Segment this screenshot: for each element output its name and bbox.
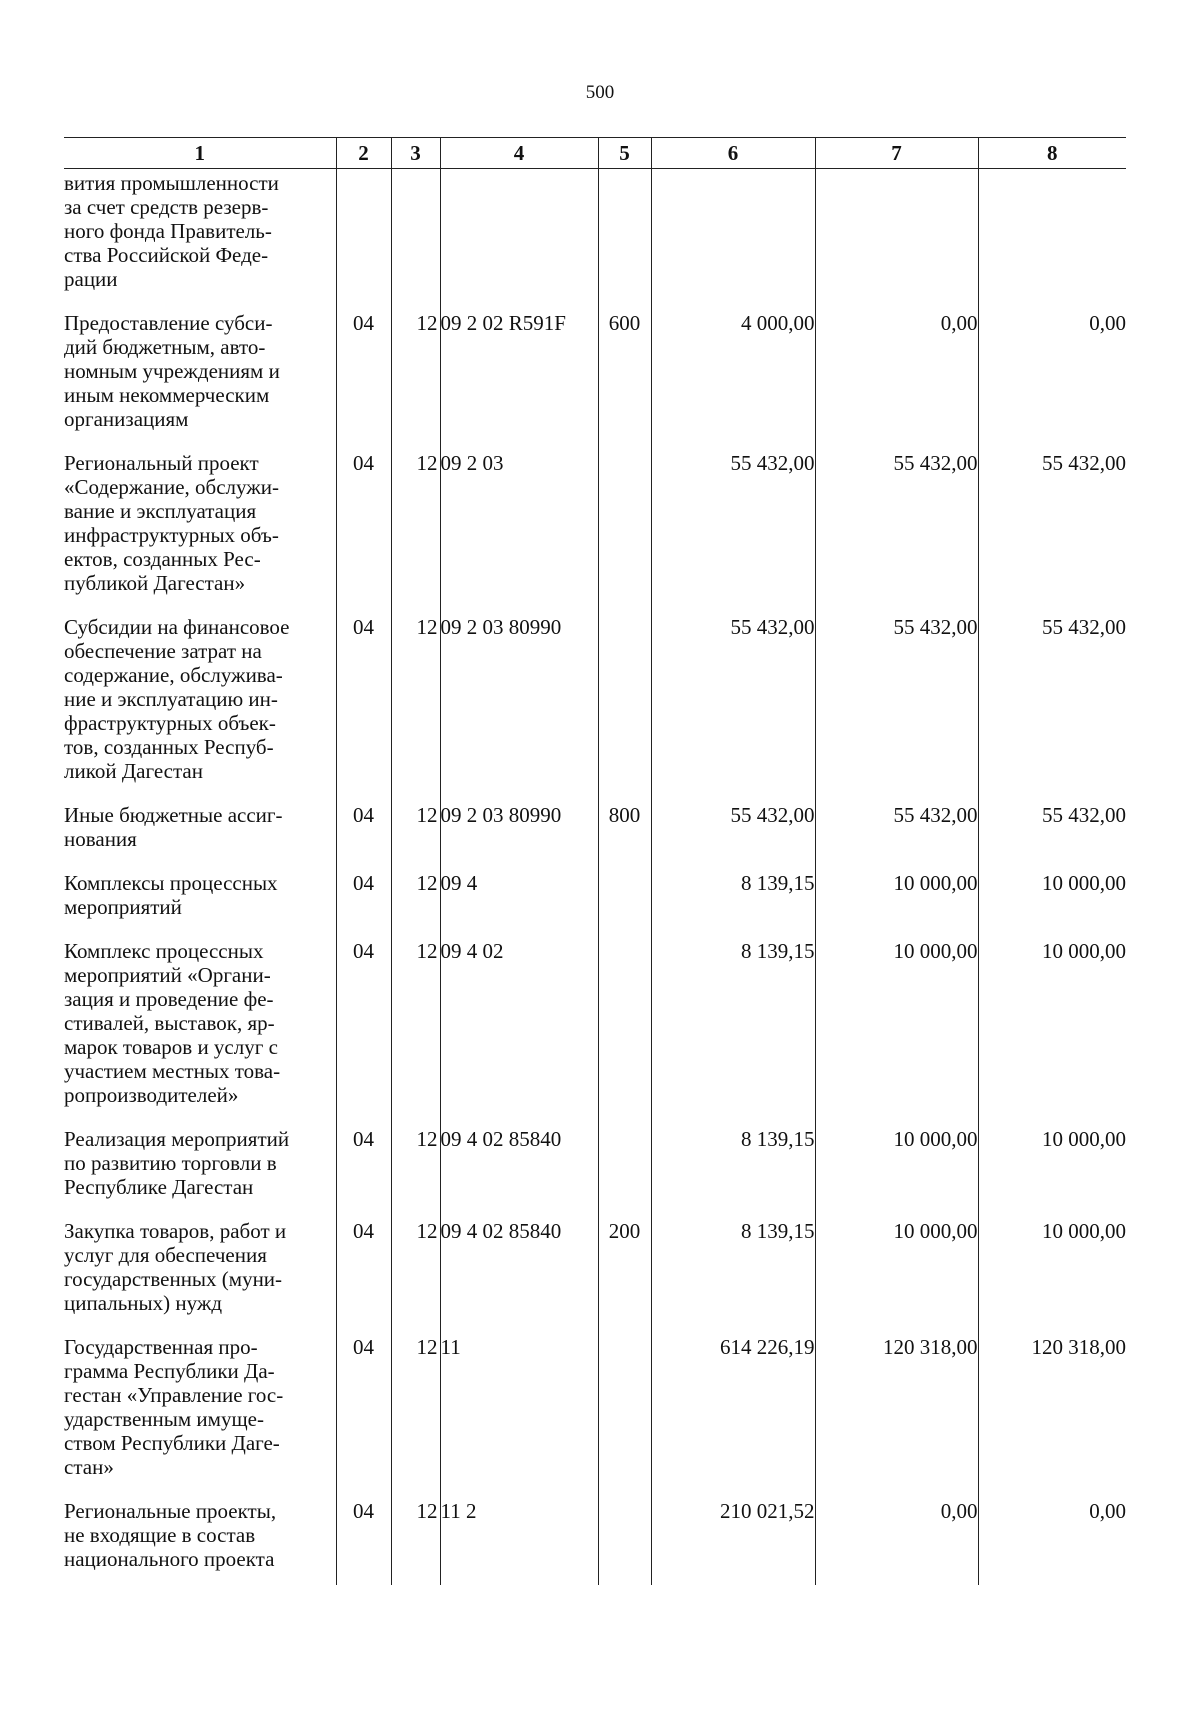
row-name-cell: Государственная про- грамма Республики Да- гестан «Управление гос- ударственным имуще- ством Республики Даге- стан» (64, 1335, 284, 1479)
amount-col8-cell: 10 000,00 (978, 871, 1126, 939)
target-article-cell: 09 4 02 85840 (440, 1219, 598, 1335)
row-name-cell: Региональный проект «Содержание, обслужи- вание и эксплуатация инфраструктурных объ- ектов, созданных Рес- публикой Дагестан» (64, 451, 279, 595)
subsection-code-cell: 12 (391, 1335, 440, 1499)
amount-col8-cell: 10 000,00 (978, 1127, 1126, 1219)
amount-col7-cell: 10 000,00 (815, 871, 978, 939)
section-code-cell: 04 (336, 1499, 391, 1585)
subsection-code-cell: 12 (391, 1499, 440, 1585)
amount-col6-cell: 55 432,00 (651, 451, 815, 615)
section-code-cell: 04 (336, 1127, 391, 1219)
table-row (64, 1127, 1126, 1219)
header-cell-8: 8 (978, 138, 1126, 169)
amount-col7-cell: 55 432,00 (815, 451, 978, 615)
target-article-cell: 11 2 (440, 1499, 598, 1585)
header-cell-4: 4 (440, 138, 598, 169)
amount-col7-cell: 0,00 (815, 1499, 978, 1585)
section-code-cell: 04 (336, 939, 391, 1127)
table-row (64, 1499, 1126, 1585)
amount-col6-cell (651, 169, 815, 312)
table-body (64, 169, 1126, 1586)
amount-col7-cell: 10 000,00 (815, 1127, 978, 1219)
amount-col7-cell: 55 432,00 (815, 803, 978, 871)
target-article-cell: 09 2 03 80990 (440, 615, 598, 803)
row-name-cell: Предоставление субси- дий бюджетным, авто- номным учреждениям и иным некоммерческим организациям (64, 311, 280, 431)
subsection-code-cell: 12 (391, 311, 440, 451)
amount-col8-cell: 55 432,00 (978, 615, 1126, 803)
table-row (64, 169, 1126, 312)
amount-col6-cell: 8 139,15 (651, 1219, 815, 1335)
amount-col6-cell: 55 432,00 (651, 615, 815, 803)
section-code-cell: 04 (336, 803, 391, 871)
amount-col8-cell: 0,00 (978, 311, 1126, 451)
amount-col7-cell: 10 000,00 (815, 939, 978, 1127)
amount-col6-cell: 8 139,15 (651, 939, 815, 1127)
row-name-cell: Региональные проекты, не входящие в состав национального проекта (64, 1499, 277, 1571)
expense-type-cell (598, 1127, 651, 1219)
header-cell-1: 1 (64, 138, 336, 169)
header-cell-3: 3 (391, 138, 440, 169)
subsection-code-cell: 12 (391, 939, 440, 1127)
subsection-code-cell: 12 (391, 615, 440, 803)
target-article-cell: 09 4 (440, 871, 598, 939)
row-name-cell: Субсидии на финансовое обеспечение затрат на содержание, обслужива- ние и эксплуатацию ин- фраструктурных объек- тов, созданных Респуб- ликой Дагестан (64, 615, 290, 783)
section-code-cell: 04 (336, 311, 391, 451)
amount-col6-cell: 8 139,15 (651, 871, 815, 939)
table-row (64, 871, 1126, 939)
amount-col7-cell: 10 000,00 (815, 1219, 978, 1335)
amount-col6-cell: 210 021,52 (651, 1499, 815, 1585)
page-number: 500 (585, 82, 615, 103)
amount-col8-cell: 10 000,00 (978, 939, 1126, 1127)
amount-col8-cell: 10 000,00 (978, 1219, 1126, 1335)
table-row (64, 615, 1126, 803)
target-article-cell: 09 2 03 (440, 451, 598, 615)
amount-col7-cell: 120 318,00 (815, 1335, 978, 1499)
table-row (64, 803, 1126, 871)
target-article-cell: 09 4 02 (440, 939, 598, 1127)
budget-table (64, 137, 1126, 1585)
expense-type-cell (598, 939, 651, 1127)
expense-type-cell (598, 615, 651, 803)
amount-col8-cell (978, 169, 1126, 312)
amount-col8-cell: 55 432,00 (978, 451, 1126, 615)
section-code-cell: 04 (336, 1219, 391, 1335)
row-name-cell: вития промышленности за счет средств резерв- ного фонда Правитель- ства Российской Феде- рации (64, 171, 279, 291)
amount-col7-cell: 55 432,00 (815, 615, 978, 803)
expense-type-cell (598, 871, 651, 939)
section-code-cell: 04 (336, 615, 391, 803)
expense-type-cell (598, 1335, 651, 1499)
header-cell-6: 6 (651, 138, 815, 169)
target-article-cell (440, 169, 598, 312)
table-row (64, 451, 1126, 615)
row-name-cell: Закупка товаров, работ и услуг для обеспечения государственных (муни- ципальных) нужд (64, 1219, 287, 1315)
table-row (64, 311, 1126, 451)
subsection-code-cell: 12 (391, 1127, 440, 1219)
table-row (64, 1219, 1126, 1335)
subsection-code-cell: 12 (391, 1219, 440, 1335)
header-cell-7: 7 (815, 138, 978, 169)
section-code-cell: 04 (336, 1335, 391, 1499)
header-cell-5: 5 (598, 138, 651, 169)
section-code-cell: 04 (336, 871, 391, 939)
amount-col8-cell: 0,00 (978, 1499, 1126, 1585)
amount-col8-cell: 120 318,00 (978, 1335, 1126, 1499)
section-code-cell: 04 (336, 451, 391, 615)
amount-col6-cell: 8 139,15 (651, 1127, 815, 1219)
subsection-code-cell: 12 (391, 451, 440, 615)
subsection-code-cell: 12 (391, 871, 440, 939)
row-name-cell: Реализация мероприятий по развитию торговли в Республике Дагестан (64, 1127, 290, 1199)
expense-type-cell: 200 (598, 1219, 651, 1335)
target-article-cell: 09 2 02 R591F (440, 311, 598, 451)
amount-col6-cell: 4 000,00 (651, 311, 815, 451)
section-code-cell (336, 169, 391, 312)
subsection-code-cell: 12 (391, 803, 440, 871)
row-name-cell: Иные бюджетные ассиг- нования (64, 803, 283, 851)
expense-type-cell (598, 1499, 651, 1585)
row-name-cell: Комплекс процессных мероприятий «Органи- зация и проведение фе- стивалей, выставок, яр- марок товаров и услуг с участием местных това- ропроизводителей» (64, 939, 281, 1107)
expense-type-cell (598, 169, 651, 312)
amount-col6-cell: 614 226,19 (651, 1335, 815, 1499)
amount-col7-cell: 0,00 (815, 311, 978, 451)
expense-type-cell (598, 451, 651, 615)
header-cell-2: 2 (336, 138, 391, 169)
target-article-cell: 09 2 03 80990 (440, 803, 598, 871)
amount-col6-cell: 55 432,00 (651, 803, 815, 871)
target-article-cell: 09 4 02 85840 (440, 1127, 598, 1219)
subsection-code-cell (391, 169, 440, 312)
row-name-cell: Комплексы процессных мероприятий (64, 871, 278, 919)
table-row (64, 1335, 1126, 1499)
expense-type-cell: 800 (598, 803, 651, 871)
table-row (64, 939, 1126, 1127)
header-row (64, 138, 1126, 169)
amount-col8-cell: 55 432,00 (978, 803, 1126, 871)
amount-col7-cell (815, 169, 978, 312)
target-article-cell: 11 (440, 1335, 598, 1499)
expense-type-cell: 600 (598, 311, 651, 451)
